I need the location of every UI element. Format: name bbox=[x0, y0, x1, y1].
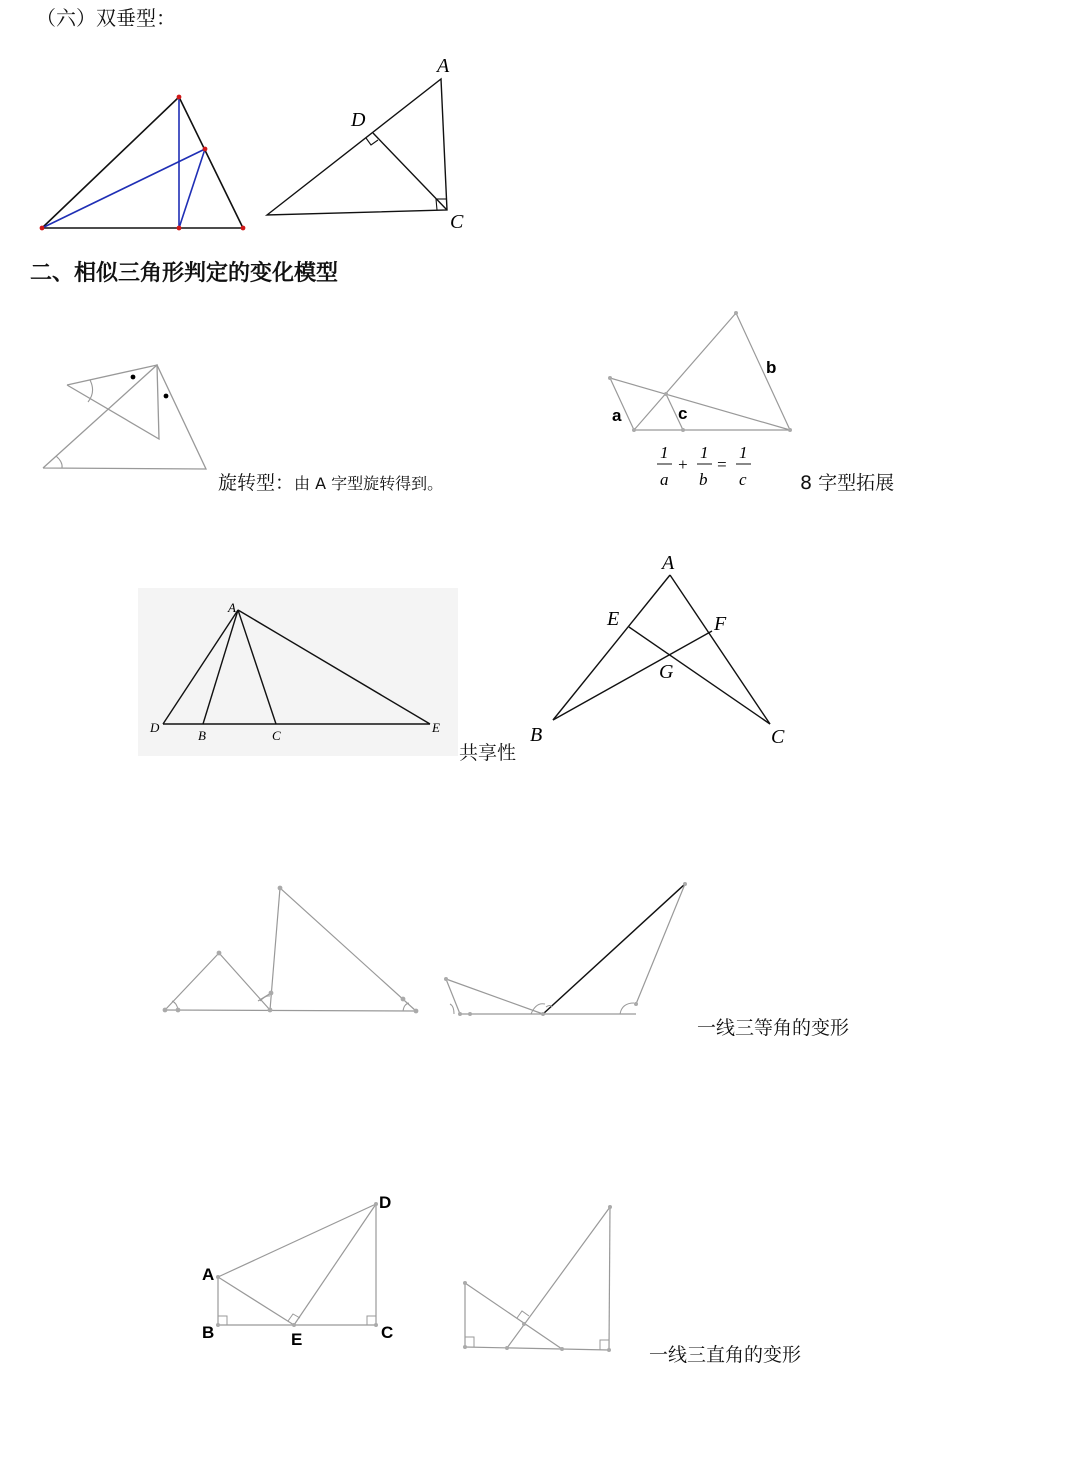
right-angle-mark bbox=[600, 1340, 609, 1350]
base-line bbox=[465, 1347, 609, 1350]
three-right-angles-caption: 一线三直角的变形 bbox=[649, 1344, 802, 1366]
point bbox=[163, 1008, 168, 1013]
plus-sign: + bbox=[677, 455, 689, 474]
point bbox=[278, 886, 283, 891]
altitude-cd bbox=[373, 133, 447, 210]
label-a: A bbox=[228, 600, 236, 615]
point bbox=[560, 1347, 564, 1351]
altitude-to-right-side bbox=[42, 149, 205, 228]
right-angle-mark-d bbox=[366, 138, 378, 145]
label-g: G bbox=[659, 661, 674, 683]
right-angle-mark-c bbox=[436, 199, 437, 210]
equals-sign: = bbox=[716, 455, 728, 474]
three-right-angles-left bbox=[202, 1193, 393, 1349]
label-c: C bbox=[771, 726, 785, 748]
large-triangle bbox=[270, 888, 416, 1011]
connecting-segment bbox=[179, 149, 205, 228]
label-c: c bbox=[678, 404, 688, 423]
segment bbox=[636, 884, 685, 1004]
numerator: 1 bbox=[660, 443, 669, 462]
small-triangle bbox=[165, 953, 270, 1010]
angle-dot bbox=[164, 394, 169, 399]
three-right-angles-right bbox=[463, 1205, 612, 1352]
right-angle-mark bbox=[517, 1311, 529, 1318]
dark-segment bbox=[543, 884, 685, 1014]
segment-ab bbox=[553, 575, 670, 720]
label-e: E bbox=[291, 1330, 303, 1349]
segment bbox=[610, 378, 790, 430]
right-triangle bbox=[267, 79, 447, 215]
angle-arc bbox=[620, 1003, 634, 1014]
denominator-c: c bbox=[739, 470, 747, 489]
label-b: b bbox=[766, 358, 777, 377]
base-triangle bbox=[43, 365, 206, 469]
point bbox=[608, 376, 612, 380]
rotation-caption-prefix: 旋转型： bbox=[218, 472, 295, 494]
point bbox=[268, 1008, 273, 1013]
label-d: D bbox=[379, 1193, 392, 1212]
label-c: C bbox=[450, 211, 464, 233]
angle-arc bbox=[56, 456, 62, 468]
point bbox=[374, 1323, 378, 1327]
label-c: C bbox=[381, 1323, 394, 1342]
label-a: A bbox=[662, 552, 675, 574]
rotation-caption-desc: 由 A 字型旋转得到。 bbox=[294, 474, 444, 493]
point bbox=[505, 1346, 509, 1350]
red-point bbox=[40, 226, 45, 231]
segment-ae bbox=[218, 1277, 294, 1325]
point bbox=[176, 1008, 181, 1013]
efg-diagram bbox=[530, 552, 785, 748]
segment-b bbox=[736, 313, 790, 430]
label-b: B bbox=[198, 728, 206, 743]
segment-ad bbox=[218, 1204, 376, 1277]
right-triangle-diagram bbox=[267, 55, 464, 233]
right-angle-mark bbox=[465, 1337, 474, 1347]
label-d: D bbox=[351, 109, 366, 131]
label-b: B bbox=[530, 724, 543, 746]
base-line bbox=[165, 1010, 416, 1011]
label-a: A bbox=[202, 1265, 215, 1284]
denominator-a: a bbox=[660, 470, 669, 489]
right-angle-mark-e bbox=[288, 1314, 300, 1321]
point bbox=[681, 428, 685, 432]
numerator: 1 bbox=[700, 443, 709, 462]
segment bbox=[446, 979, 543, 1014]
point bbox=[458, 1012, 462, 1016]
label-e: E bbox=[607, 608, 620, 630]
point bbox=[463, 1281, 467, 1285]
point bbox=[788, 428, 792, 432]
shared-diagram-panel bbox=[138, 588, 458, 756]
angle-arc bbox=[88, 380, 93, 402]
double-altitude-diagram bbox=[40, 95, 246, 231]
point bbox=[468, 1012, 472, 1016]
point bbox=[292, 1323, 296, 1327]
point bbox=[269, 991, 274, 996]
shared-caption: 共享性 bbox=[459, 742, 517, 764]
eight-extension-caption: 8 字型拓展 bbox=[800, 472, 895, 494]
point bbox=[414, 1009, 419, 1014]
angle-dot bbox=[131, 375, 136, 380]
segment bbox=[609, 1207, 610, 1350]
point bbox=[541, 1012, 545, 1016]
reciprocal-formula bbox=[657, 443, 751, 489]
point bbox=[522, 1322, 526, 1326]
point bbox=[374, 1202, 378, 1206]
label-a: A bbox=[437, 55, 450, 77]
label-d: D bbox=[150, 720, 160, 735]
red-point bbox=[203, 147, 208, 152]
label-f: F bbox=[714, 613, 727, 635]
point bbox=[444, 977, 448, 981]
denominator-b: b bbox=[699, 470, 708, 489]
segment-ed bbox=[294, 1204, 376, 1325]
red-point bbox=[241, 226, 246, 231]
angle-arc bbox=[450, 1004, 454, 1014]
point bbox=[401, 997, 406, 1002]
numerator: 1 bbox=[739, 443, 748, 462]
section-2-title: 二、相似三角形判定的变化模型 bbox=[30, 261, 339, 286]
point bbox=[608, 1205, 612, 1209]
point bbox=[463, 1345, 467, 1349]
label-b: B bbox=[202, 1323, 215, 1342]
point bbox=[632, 428, 636, 432]
section-6-title: （六）双垂型： bbox=[36, 6, 176, 30]
outer-triangle bbox=[42, 97, 243, 228]
point bbox=[683, 882, 687, 886]
red-point bbox=[177, 95, 182, 100]
three-equal-angles-left bbox=[163, 886, 419, 1014]
point bbox=[664, 392, 668, 396]
red-point bbox=[177, 226, 182, 231]
three-equal-angles-caption: 一线三等角的变形 bbox=[697, 1017, 850, 1039]
point bbox=[216, 1323, 220, 1327]
point bbox=[634, 1002, 638, 1006]
label-c: C bbox=[272, 728, 281, 743]
point bbox=[216, 1275, 220, 1279]
point bbox=[607, 1348, 611, 1352]
point bbox=[217, 951, 222, 956]
rotation-diagram bbox=[43, 365, 206, 469]
point bbox=[734, 311, 738, 315]
segment-ec bbox=[629, 627, 770, 724]
eight-extension-diagram bbox=[608, 311, 792, 489]
label-a: a bbox=[612, 406, 622, 425]
segment bbox=[507, 1207, 610, 1348]
label-e: E bbox=[432, 720, 440, 735]
three-equal-angles-right bbox=[444, 882, 687, 1016]
segment-bf bbox=[553, 631, 712, 720]
segment-ac bbox=[670, 575, 770, 724]
